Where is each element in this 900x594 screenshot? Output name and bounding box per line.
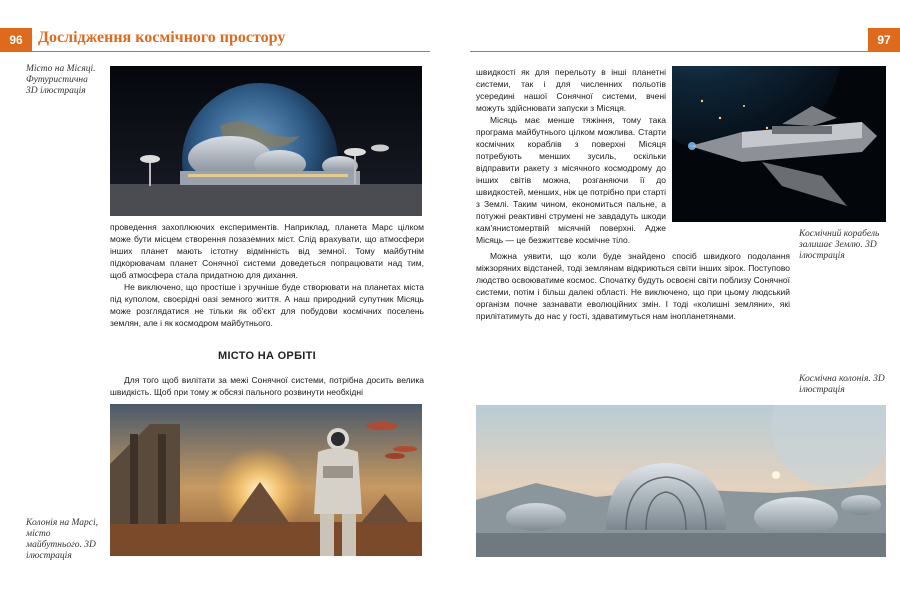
moon-city-image — [110, 66, 422, 216]
space-colony-image — [476, 405, 886, 557]
spaceship-image — [672, 66, 886, 222]
right-column-text-wide — [476, 250, 790, 322]
space-colony-caption: Космічна колонія. 3D ілюстрація — [799, 374, 885, 395]
left-column-text-2 — [110, 374, 424, 398]
right-paragraph-1: швидкості як для перельоту в інші планетні системи, так і для численних польотів усередині нашої Сонячної системи, вчені можуть здійснювати запуски з Місяця. — [476, 67, 666, 113]
mars-colony-caption: Колонія на Марсі, місто майбутнього. 3D ілюстрація — [26, 518, 98, 561]
right-column-text — [476, 66, 666, 246]
left-column-text — [110, 221, 424, 329]
right-paragraph-2: Місяць має менше тяжіння, тому така програма майбутнього цілком можлива. Старти космічних кораблів з поверхні Місяця потребують менших зусиль, оскільки відправити ракету з місячного космодрому до інших світів можна, розганяючи її до швидкостей, менших, ніж це потрібно при старті з Землі. Таким чином, економиться пальне, а потужні реактивні струмені не завдадуть шкоди кам'янистомертвій місячній поверхні. Адже Місяць — це безжиттєве космічне тіло. — [476, 115, 666, 245]
spaceship-caption: Космічний корабель залишає Землю. 3D ілюстрація — [799, 229, 880, 261]
moon-city-caption: Місто на Місяці. Футуристична 3D ілюстрація — [26, 64, 96, 96]
header-rule-right — [470, 51, 900, 52]
left-paragraph-3: Для того щоб вилітати за межі Сонячної системи, потрібна досить велика швидкість. Щоб при тому ж обсязі пального розвинути необхідні — [110, 375, 424, 397]
header-rule-left — [0, 51, 430, 52]
left-paragraph-1: проведення захоплюючих експериментів. Наприклад, планета Марс цілком може бути місцем створення позаземних міст. Слід врахувати, що атмосфери інших планет мають істотну відмінність від земної. Тому майбутнім підкорювачам планет Сонячної системи доведеться попрацювати над тим, щоб атмосфера стала придатною для дихання. — [110, 222, 424, 280]
page-title: Дослідження космічного простору — [38, 29, 286, 46]
left-paragraph-2: Не виключено, що простіше і зручніше буде створювати на планетах міста під куполом, своєрідні оазі земного життя. А наш природний супутник Місяць може розглядатися не тільки як об'єкт для побудови космічних поселень землян, але і як космодром майбутнього. — [110, 282, 424, 328]
section-heading: МІСТО НА ОРБІТІ — [217, 350, 317, 362]
right-page-number: 97 — [868, 28, 900, 52]
mars-colony-image — [110, 404, 422, 556]
right-paragraph-3: Можна уявити, що коли буде знайдено спосіб швидкого подолання міжзоряних відстаней, тоді землянам відкриються світи інших зірок. Поступово людство освоюватиме космос. Спочатку будуть освоєні світи поблизу Сонячної системи, потім і більш далекі області. Не виключено, що при цьому людський організм почне зазнавати еволюційних змін. І тоді «колишні земляни», які прилітатимуть до нас у гості, здаватимуться нам інопланетянами. — [476, 251, 790, 321]
left-page-number: 96 — [0, 28, 32, 52]
